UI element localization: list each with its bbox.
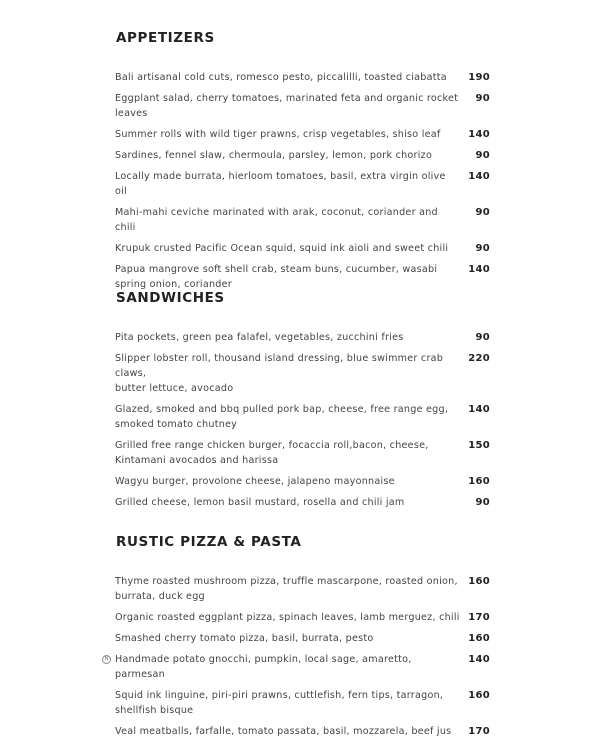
menu-item (115, 474, 490, 489)
menu-item (115, 262, 490, 292)
item-description: Pita pockets, green pea falafel, vegetables, zucchini fries (115, 332, 404, 343)
menu-item (115, 724, 490, 739)
menu-item (115, 127, 490, 142)
item-description: Wagyu burger, provolone cheese, jalapeno mayonnaise (115, 476, 395, 487)
item-description: Eggplant salad, cherry tomatoes, marinated feta and organic rocket leaves (115, 93, 459, 119)
item-price: 90 (475, 150, 490, 161)
menu-item (115, 610, 490, 625)
menu-item (115, 574, 490, 604)
menu-section (104, 534, 490, 745)
section-title: RUSTIC PIZZA & PASTA (116, 534, 302, 550)
item-description: Squid ink linguine, piri-piri prawns, cuttlefish, fern tips, tarragon, shellfish bisque (115, 690, 444, 716)
section-title: SANDWICHES (116, 290, 225, 306)
menu-item (115, 351, 490, 396)
item-description: Grilled cheese, lemon basil mustard, rosella and chili jam (115, 497, 405, 508)
item-description: Thyme roasted mushroom pizza, truffle mascarpone, roasted onion, burrata, duck egg (115, 576, 458, 602)
item-description: Mahi-mahi ceviche marinated with arak, coconut, coriander and chili (115, 207, 438, 233)
menu-item (115, 330, 490, 345)
item-description: Organic roasted eggplant pizza, spinach leaves, lamb merguez, chili (115, 612, 460, 623)
item-description: Glazed, smoked and bbq pulled pork bap, cheese, free range egg, smoked tomato chutney (115, 404, 449, 430)
menu-item (115, 148, 490, 163)
item-price: 220 (468, 353, 490, 364)
section-title: APPETIZERS (116, 30, 215, 46)
menu-item (115, 631, 490, 646)
item-description: Smashed cherry tomato pizza, basil, burrata, pesto (115, 633, 374, 644)
menu-section (115, 30, 490, 298)
item-description: Grilled free range chicken burger, focaccia roll,bacon, cheese, Kintamani avocados and harissa (115, 440, 429, 466)
item-price: 190 (468, 72, 490, 83)
menu-item (115, 169, 490, 199)
item-description: Handmade potato gnocchi, pumpkin, local sage, amaretto, parmesan (115, 654, 412, 680)
menu-section (115, 290, 490, 516)
item-price: 170 (468, 612, 490, 623)
menu-item (115, 70, 490, 85)
menu-item (104, 652, 490, 682)
item-price: 140 (468, 654, 490, 665)
menu-item (115, 402, 490, 432)
item-description: Sardines, fennel slaw, chermoula, parsley, lemon, pork chorizo (115, 150, 433, 161)
item-price: 160 (468, 576, 490, 587)
item-price: 140 (468, 171, 490, 182)
item-price: 160 (468, 476, 490, 487)
item-price: 160 (468, 633, 490, 644)
item-description: Locally made burrata, hierloom tomatoes, basil, extra virgin olive oil (115, 171, 446, 197)
menu-item (115, 91, 490, 121)
item-price: 140 (468, 129, 490, 140)
item-description: Summer rolls with wild tiger prawns, crisp vegetables, shiso leaf (115, 129, 441, 140)
item-price: 90 (475, 93, 490, 104)
item-description: Bali artisanal cold cuts, romesco pesto, piccalilli, toasted ciabatta (115, 72, 447, 83)
item-price: 170 (468, 726, 490, 737)
item-description: Slipper lobster roll, thousand island dressing, blue swimmer crab claws, butter lettuce, avocado (115, 353, 444, 394)
item-description: Veal meatballs, farfalle, tomato passata, basil, mozzarela, beef jus (115, 726, 452, 737)
item-price: 90 (475, 207, 490, 218)
item-price: 90 (475, 243, 490, 254)
menu-item (115, 495, 490, 510)
menu-item (115, 688, 490, 718)
menu-item (115, 205, 490, 235)
menu-item (115, 241, 490, 256)
item-price: 140 (468, 264, 490, 275)
menu-item (115, 438, 490, 468)
item-description: Papua mangrove soft shell crab, steam buns, cucumber, wasabi spring onion, coriander (115, 264, 438, 290)
item-price: 160 (468, 690, 490, 701)
item-price: 90 (475, 497, 490, 508)
item-price: 150 (468, 440, 490, 451)
item-price: 140 (468, 404, 490, 415)
vegetarian-icon: N (102, 655, 111, 664)
item-description: Krupuk crusted Pacific Ocean squid, squid ink aioli and sweet chili (115, 243, 449, 254)
item-price: 90 (475, 332, 490, 343)
